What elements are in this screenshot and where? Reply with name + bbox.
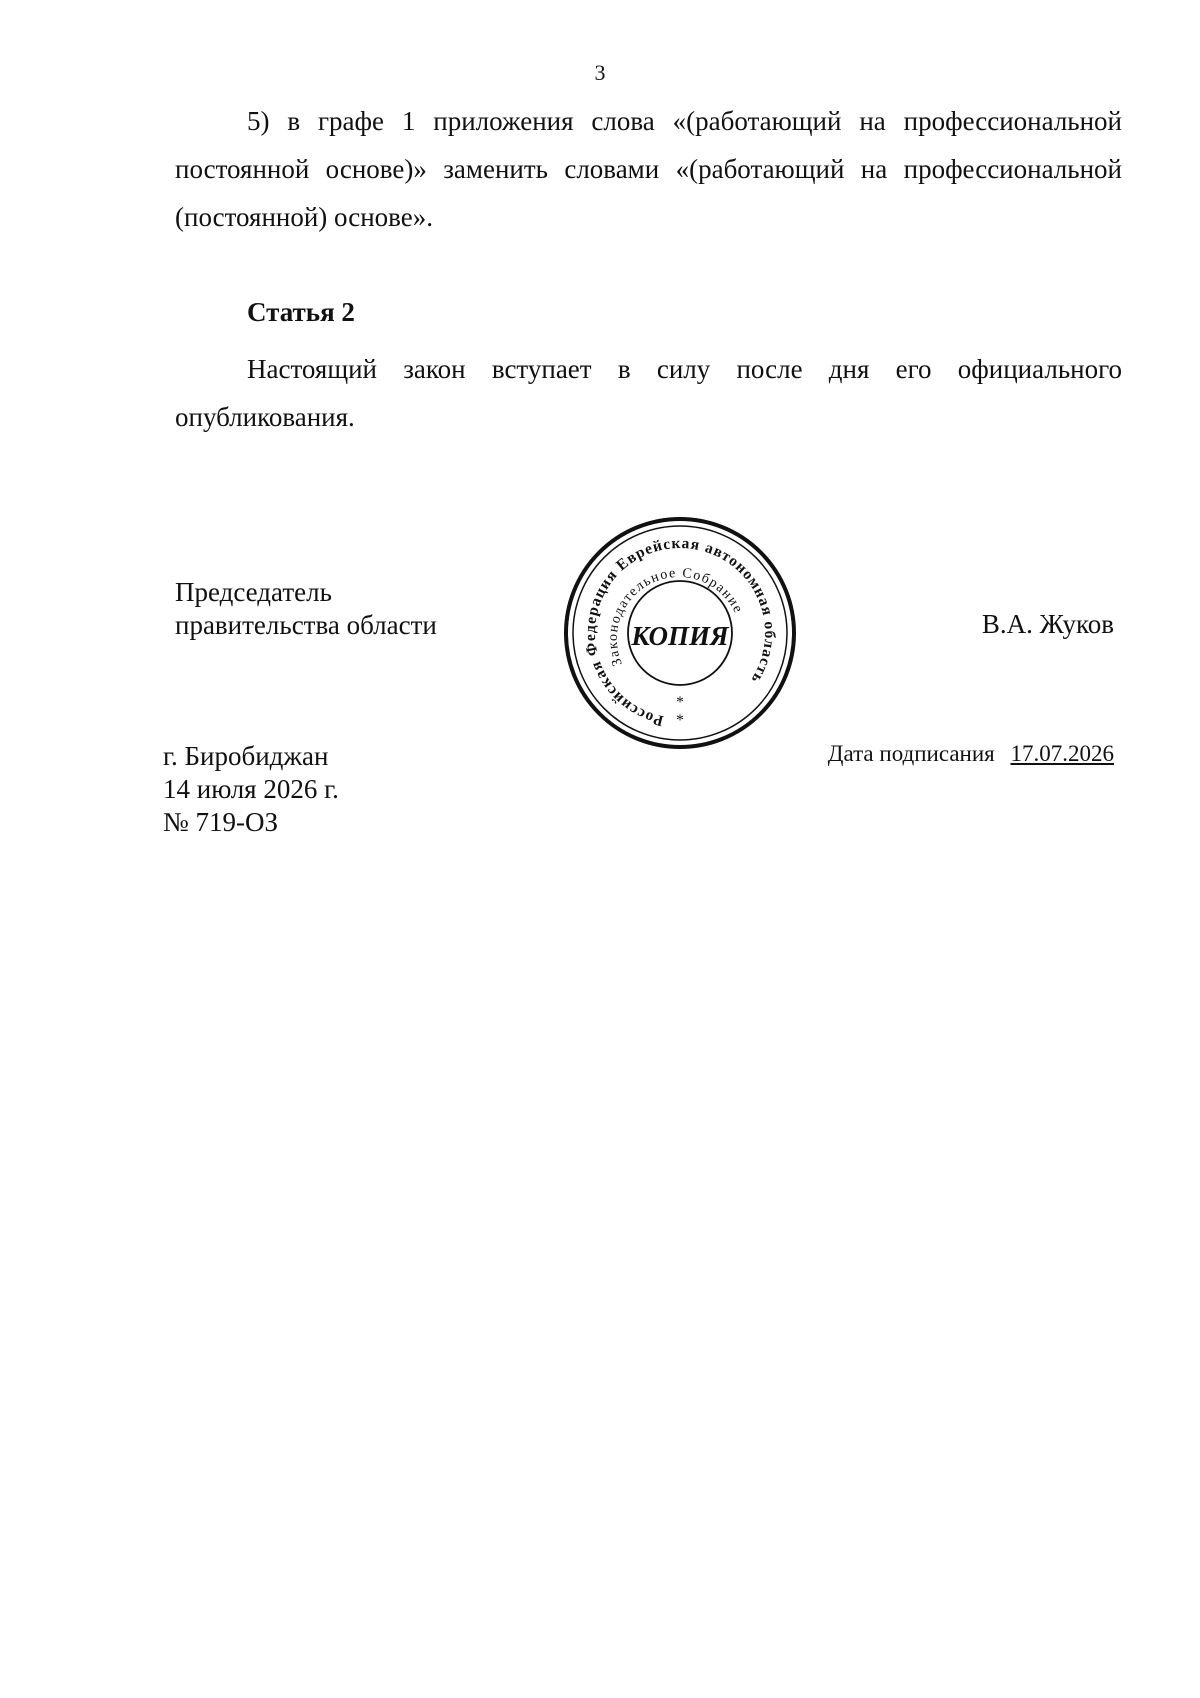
signing-date (828, 741, 1114, 767)
signer-name: В.А. Жуков (981, 609, 1114, 639)
page-number: 3 (594, 60, 606, 85)
amendment-paragraph-5: 5) в графе 1 приложения слова «(работающий на профессиональной постоянной основе)» заменить словами «(работающий на профессиональной (постоянной) основе». (175, 106, 1122, 232)
signing-date-value: 17.07.2026 (1010, 741, 1114, 766)
document-city: г. Биробиджан (163, 741, 329, 771)
seal-inner-ring-text: Законодательное Собрание (605, 565, 746, 668)
signer-title (175, 576, 437, 642)
document-number: № 719-ОЗ (163, 807, 279, 837)
article-2-heading: Статья 2 (247, 297, 355, 327)
seal-star-upper: * (676, 694, 684, 711)
official-seal-stamp (560, 513, 800, 753)
document-date: 14 июля 2026 г. (163, 774, 339, 804)
seal-center-text: КОПИЯ (631, 621, 729, 651)
article-2-text: Настоящий закон вступает в силу после дня его официального опубликования. (175, 354, 1122, 432)
document-place-date-number (163, 740, 339, 839)
seal-outer-ring-text: Российская Федерация Еврейская автономная область (581, 534, 779, 730)
signing-date-label: Дата подписания (827, 741, 995, 766)
signer-title-line-2: правительства области (175, 610, 437, 640)
signer-title-line-1: Председатель (175, 577, 332, 607)
seal-star-lower: * (676, 712, 684, 729)
